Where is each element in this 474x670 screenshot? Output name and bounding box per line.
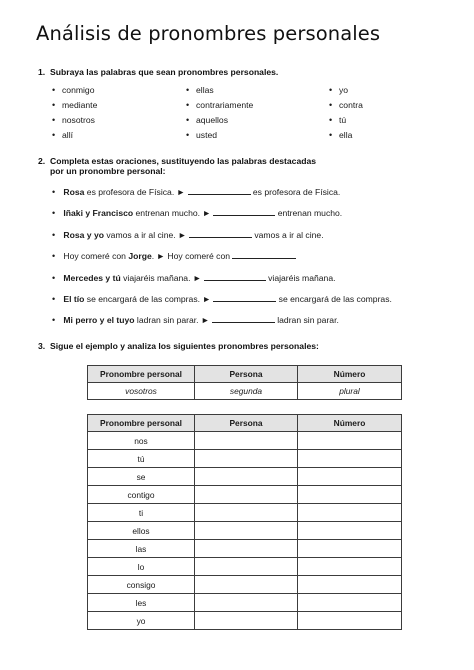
persona-cell[interactable]: [195, 450, 298, 468]
sentence-item: [52, 184, 392, 205]
example-pronoun: vosotros: [88, 383, 195, 400]
sentence-text: . ► Hoy comeré con: [151, 251, 233, 262]
example-row: [88, 383, 402, 400]
column-header: Pronombre personal: [88, 415, 195, 432]
numero-cell[interactable]: [298, 468, 402, 486]
table-row: [88, 612, 402, 630]
pronoun-cell: yo: [88, 612, 195, 630]
pronoun-cell: las: [88, 540, 195, 558]
sentence-item: [52, 205, 392, 226]
sentence-text: ladran sin parar.: [274, 315, 339, 326]
question-2-heading: [38, 156, 316, 176]
table-row: [88, 558, 402, 576]
word-item[interactable]: • contra: [329, 98, 363, 113]
sentence-text: entrenan mucho. ►: [133, 208, 214, 219]
question-number: 1.: [38, 67, 46, 77]
answer-blank[interactable]: [213, 292, 276, 302]
table-row: [88, 450, 402, 468]
question-1-heading: [38, 67, 278, 77]
persona-cell[interactable]: [195, 522, 298, 540]
example-numero: plural: [298, 383, 402, 400]
sentence-text: es profesora de Física.: [250, 187, 341, 197]
table-row: [88, 594, 402, 612]
numero-cell[interactable]: [298, 540, 402, 558]
word-item[interactable]: • contrariamente: [186, 98, 253, 113]
word-column-3: [329, 83, 363, 143]
example-table: [87, 365, 402, 400]
numero-cell[interactable]: [298, 450, 402, 468]
persona-cell[interactable]: [195, 576, 298, 594]
word-item[interactable]: • ella: [329, 128, 363, 143]
sentence-text: es profesora de Física. ►: [84, 187, 188, 197]
word-column-1: [52, 83, 97, 143]
word-item[interactable]: • aquellos: [186, 113, 253, 128]
question-1-text: Subraya las palabras que sean pronombres personales.: [50, 67, 279, 77]
sentence-text: vamos a ir al cine. ►: [104, 229, 189, 240]
persona-cell[interactable]: [195, 486, 298, 504]
sentence-text: se encargará de las compras.: [276, 293, 392, 304]
sentence-text: viajaréis mañana.: [265, 272, 336, 283]
persona-cell[interactable]: [195, 432, 298, 450]
column-header: Pronombre personal: [88, 366, 195, 383]
sentence-text: vamos a ir al cine.: [251, 229, 324, 240]
sentence-item: [52, 270, 392, 291]
numero-cell[interactable]: [298, 576, 402, 594]
numero-cell[interactable]: [298, 594, 402, 612]
analysis-table: [87, 414, 402, 630]
question-3-text: Sigue el ejemplo y analiza los siguientes pronombres personales:: [50, 341, 319, 351]
pronoun-cell: contigo: [88, 486, 195, 504]
numero-cell[interactable]: [298, 432, 402, 450]
persona-cell[interactable]: [195, 540, 298, 558]
sentence-text: Hoy comeré con: [63, 251, 129, 262]
persona-cell[interactable]: [195, 504, 298, 522]
pronoun-cell: nos: [88, 432, 195, 450]
sentence-item: [52, 312, 392, 333]
highlighted-words: Mercedes y tú: [63, 272, 121, 283]
word-item[interactable]: • tú: [329, 113, 363, 128]
column-header: Persona: [195, 415, 298, 432]
persona-cell[interactable]: [195, 558, 298, 576]
pronoun-cell: les: [88, 594, 195, 612]
word-item[interactable]: • allí: [52, 128, 97, 143]
table-row: [88, 504, 402, 522]
pronoun-cell: se: [88, 468, 195, 486]
question-number: 3.: [38, 341, 46, 351]
table-header-row: [88, 415, 402, 432]
highlighted-words: Mi perro y el tuyo: [63, 315, 135, 326]
pronoun-cell: ellos: [88, 522, 195, 540]
column-header: Número: [298, 366, 402, 383]
answer-blank[interactable]: [213, 206, 275, 216]
sentence-text: ladran sin parar. ►: [134, 315, 212, 326]
highlighted-words: El tío: [63, 293, 85, 304]
pronoun-cell: tú: [88, 450, 195, 468]
word-column-2: [186, 83, 253, 143]
sentence-item: [52, 227, 392, 248]
sentence-list: [52, 184, 392, 334]
sentence-text: se encargará de las compras. ►: [84, 293, 214, 304]
question-2-line-2: por un pronombre personal:: [50, 166, 166, 176]
highlighted-words: Iñaki y Francisco: [63, 208, 134, 219]
answer-blank[interactable]: [204, 271, 266, 281]
pronoun-cell: consigo: [88, 576, 195, 594]
table-row: [88, 432, 402, 450]
pronoun-cell: ti: [88, 504, 195, 522]
table-row: [88, 486, 402, 504]
question-2-line-1: Completa estas oraciones, sustituyendo las palabras destacadas: [50, 156, 317, 166]
page-title: Análisis de pronombres personales: [36, 22, 381, 45]
column-header: Persona: [195, 366, 298, 383]
numero-cell[interactable]: [298, 558, 402, 576]
persona-cell[interactable]: [195, 612, 298, 630]
sentence-text: entrenan mucho.: [275, 208, 343, 219]
column-header: Número: [298, 415, 402, 432]
example-persona: segunda: [195, 383, 298, 400]
table-row: [88, 468, 402, 486]
word-item[interactable]: • nosotros: [52, 113, 97, 128]
answer-blank[interactable]: [189, 228, 252, 238]
numero-cell[interactable]: [298, 486, 402, 504]
table-row: [88, 576, 402, 594]
sentence-item: [52, 248, 392, 269]
highlighted-words: Jorge: [128, 251, 152, 262]
numero-cell[interactable]: [298, 504, 402, 522]
answer-blank[interactable]: [188, 185, 251, 195]
question-number: 2.: [38, 156, 46, 166]
table-header-row: [88, 366, 402, 383]
sentence-item: [52, 291, 392, 312]
word-item[interactable]: • usted: [186, 128, 253, 143]
highlighted-words: Rosa: [63, 187, 85, 197]
pronoun-cell: lo: [88, 558, 195, 576]
persona-cell[interactable]: [195, 468, 298, 486]
numero-cell[interactable]: [298, 522, 402, 540]
question-3-heading: [38, 341, 319, 351]
highlighted-words: Rosa y yo: [63, 229, 104, 240]
word-item[interactable]: • ellas: [186, 83, 253, 98]
word-item[interactable]: • mediante: [52, 98, 97, 113]
table-row: [88, 540, 402, 558]
table-row: [88, 522, 402, 540]
persona-cell[interactable]: [195, 594, 298, 612]
answer-blank[interactable]: [212, 313, 275, 323]
word-item[interactable]: • conmigo: [52, 83, 97, 98]
numero-cell[interactable]: [298, 612, 402, 630]
answer-blank[interactable]: [232, 249, 296, 259]
word-item[interactable]: • yo: [329, 83, 363, 98]
sentence-text: viajaréis mañana. ►: [120, 272, 204, 283]
